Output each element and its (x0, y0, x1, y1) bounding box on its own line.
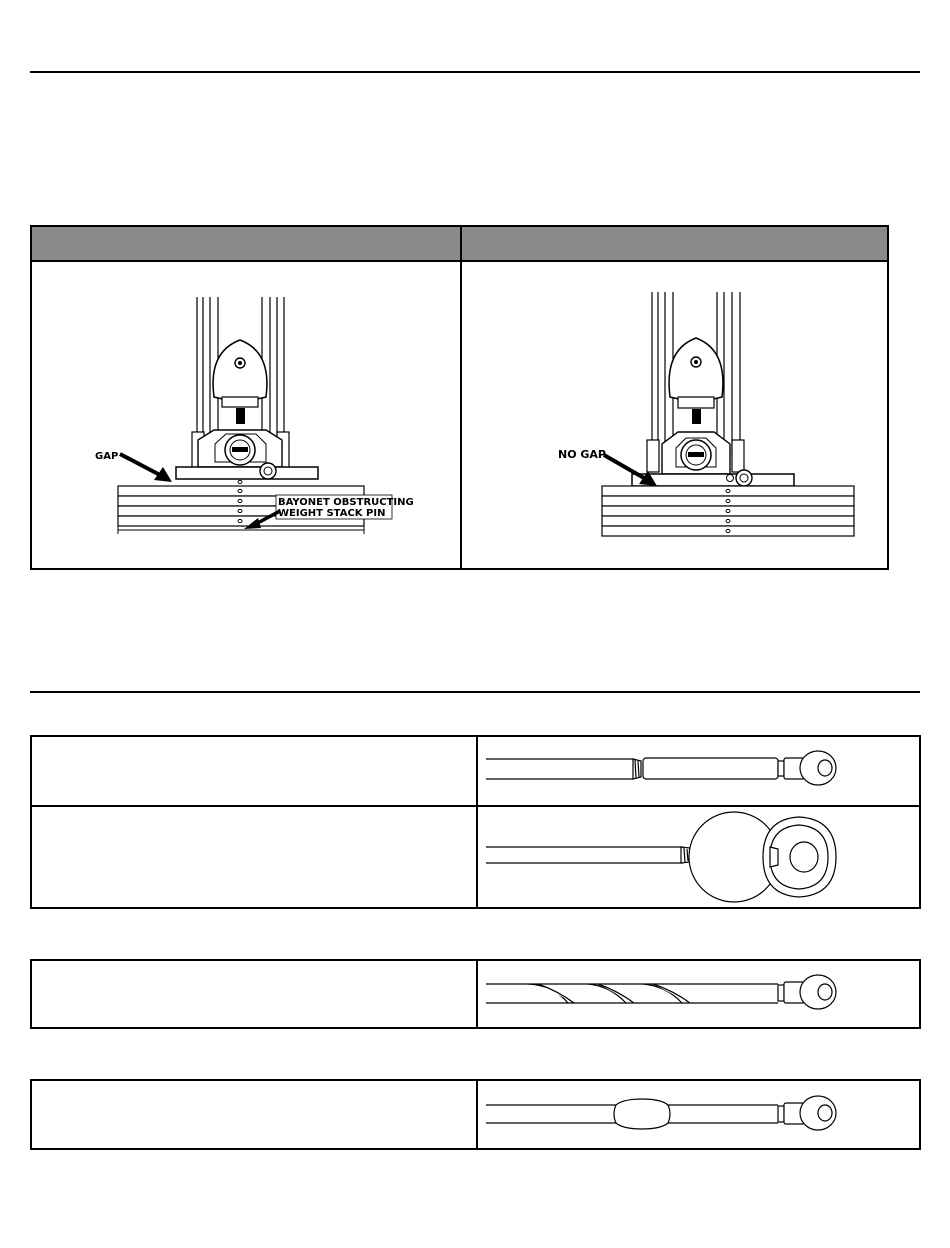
bayonet-callout-line2: WEIGHT STACK PIN (278, 508, 386, 519)
left-column-header (32, 227, 460, 262)
bulge-pin-icon (478, 1081, 919, 1150)
gap-label: GAP (95, 451, 119, 462)
section-divider (30, 691, 920, 693)
pin-table-1 (30, 735, 921, 909)
pin-row-standard (32, 737, 919, 807)
pin-table-3 (30, 1079, 921, 1150)
ball-pin-icon (478, 807, 919, 909)
pin-row-ball (32, 807, 919, 909)
top-divider (30, 71, 920, 73)
right-column-header (462, 227, 887, 262)
no-gap-label: NO GAP (558, 448, 606, 461)
twisted-pin-icon (478, 961, 919, 1029)
no-gap-illustration (462, 262, 887, 568)
gap-comparison-table (30, 225, 889, 570)
bayonet-callout-line1: BAYONET OBSTRUCTING (278, 497, 414, 508)
pin-table-2 (30, 959, 921, 1029)
gap-illustration (32, 262, 460, 568)
standard-pin-icon (478, 737, 919, 805)
